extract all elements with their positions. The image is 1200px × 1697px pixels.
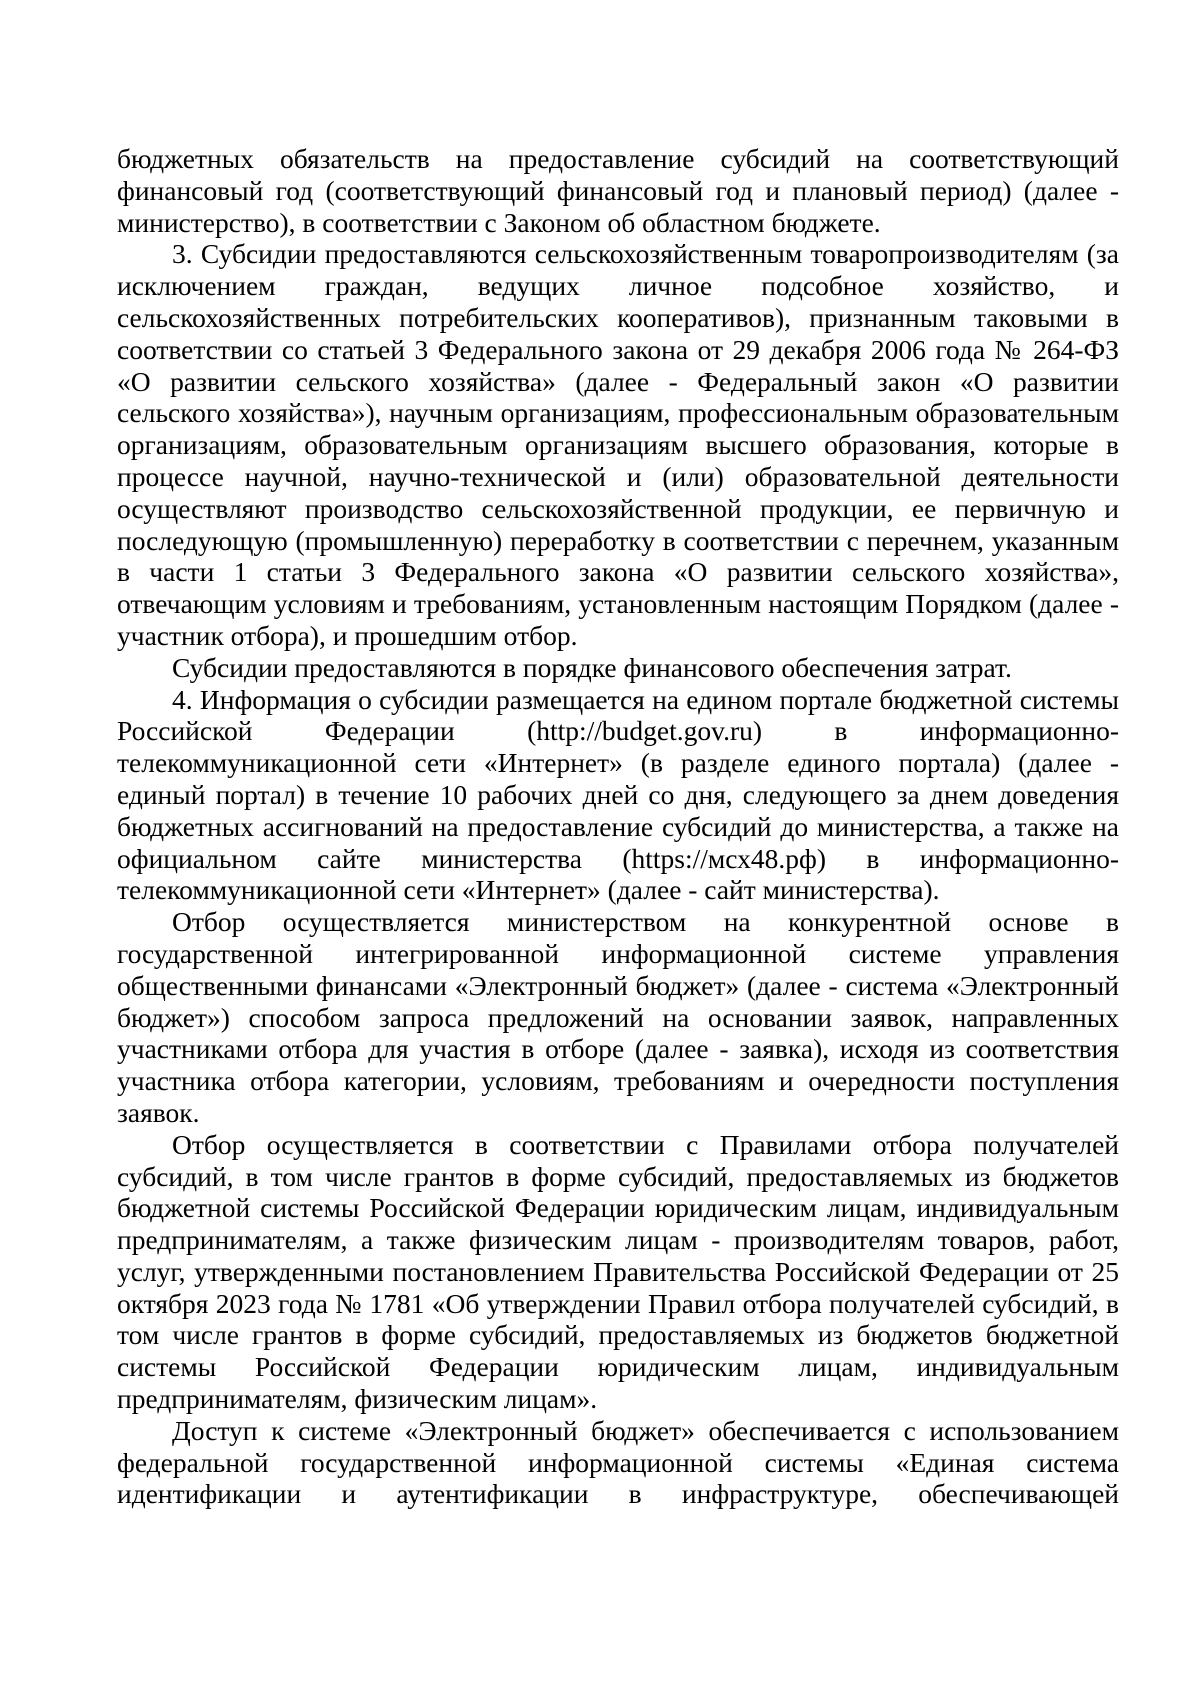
paragraph-financing-mode: Субсидии предоставляются в порядке финансового обеспечения затрат. (172, 651, 1012, 683)
document-body (117, 143, 1119, 1510)
paragraph-item-3: 3. Субсидии предоставляются сельскохозяйственным товаропроизводителям (за исключением граждан, ведущих личное подсобное хозяйство, и сельскохозяйственных потребительских кооперативов), признанным таковыми в соответствии со статьей 3 Федерального закона от 29 декабря 2006 года № 264-ФЗ «О развитии сельского хозяйства» (далее - Федеральный закон «О развитии сельского хозяйства»), научным организациям, профессиональным образовательным организациям, образовательным организациям высшего образования, которые в процессе научной, научно-технической и (или) образовательной деятельности осуществляют производство сельскохозяйственной продукции, ее первичную и последующую (промышленную) переработку в соответствии с перечнем, указанным в части 1 статьи 3 Федерального закона «О развитии сельского хозяйства», отвечающим условиям и требованиям, установленным настоящим Порядком (далее - участник отбора), и прошедшим отбор. (117, 238, 1119, 651)
paragraph-selection-basis: Отбор осуществляется министерством на конкурентной основе в государственной интегрированной информационной системе управления общественными финансами «Электронный бюджет» (далее - система «Электронный бюджет») способом запроса предложений на основании заявок, направленных участниками отбора для участия в отборе (далее - заявка), исходя из соответствия участника отбора категории, условиям, требованиям и очередности поступления заявок. (117, 906, 1119, 1128)
paragraph-continuation: бюджетных обязательств на предоставление субсидий на соответствующий финансовый год (соответствующий финансовый год и плановый период) (далее - министерство), в соответствии с Законом об областном бюджете. (117, 143, 1119, 238)
paragraph-system-access: Доступ к системе «Электронный бюджет» обеспечивается с использованием федеральной государственной информационной системы «Единая система идентификации и аутентификации в инфраструктуре, обеспечивающей (117, 1414, 1119, 1510)
paragraph-item-4: 4. Информация о субсидии размещается на едином портале бюджетной системы Российской Федерации (http://budget.gov.ru) в информационно-телекоммуникационной сети «Интернет» (в разделе единого портала) (далее - единый портал) в течение 10 рабочих дней со дня, следующего за днем доведения бюджетных ассигнований на предоставление субсидий до министерства, а также на официальном сайте министерства (https://мсх48.рф) в информационно-телекоммуникационной сети «Интернет» (далее - сайт министерства). (117, 683, 1119, 906)
paragraph-selection-rules: Отбор осуществляется в соответствии с Правилами отбора получателей субсидий, в том числе грантов в форме субсидий, предоставляемых из бюджетов бюджетной системы Российской Федерации юридическим лицам, индивидуальным предпринимателям, а также физическим лицам - производителям товаров, работ, услуг, утвержденными постановлением Правительства Российской Федерации от 25 октября 2023 года № 1781 «Об утверждении Правил отбора получателей субсидий, в том числе грантов в форме субсидий, предоставляемых из бюджетов бюджетной системы Российской Федерации юридическим лицам, индивидуальным предпринимателям, физическим лицам». (117, 1128, 1119, 1415)
